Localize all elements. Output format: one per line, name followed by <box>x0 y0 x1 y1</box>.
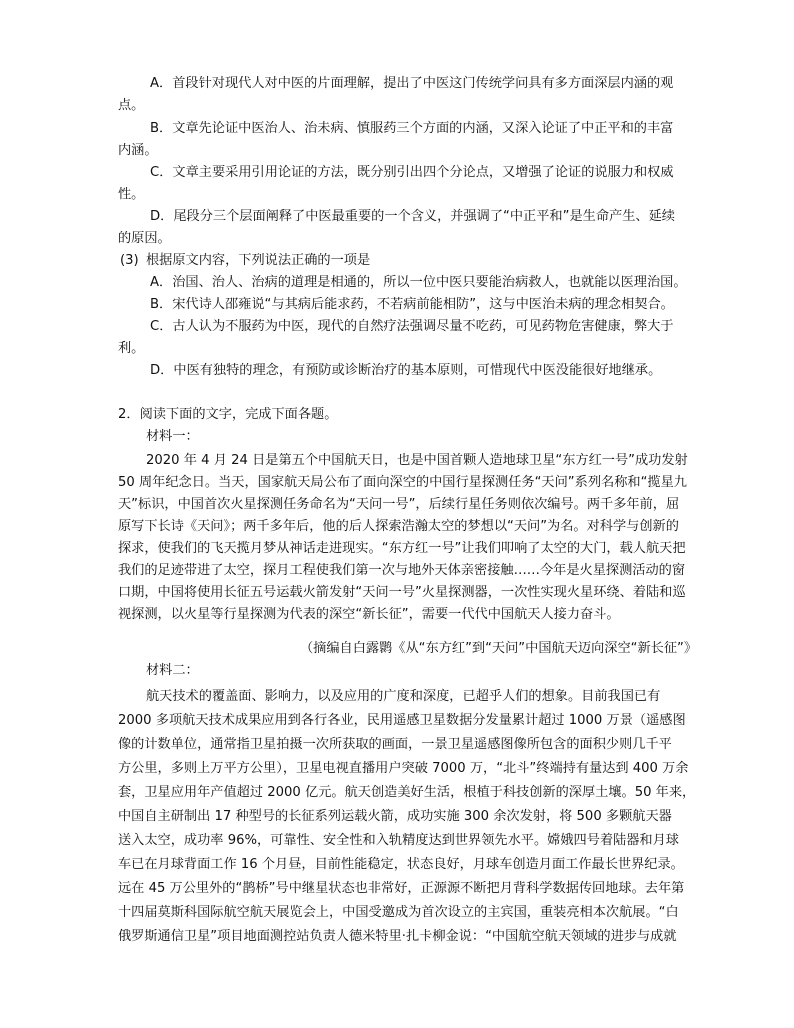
material2-line: 像的计数单位，通常指卫星拍摄一次所获取的画面，一景卫星遥感图像所包含的面积少则几千平 <box>118 737 672 752</box>
material2-line: 送入太空，成功率 96%，可靠性、安全性和入轨精度达到世界领先水平。嫦娥四号着陆器和月球 <box>118 833 679 848</box>
option-c-line2: 性。 <box>118 187 145 202</box>
material2-line: 航天技术的覆盖面、影响力，以及应用的广度和深度，已超乎人们的想象。目前我国已有 <box>146 689 661 704</box>
option-b-line2: 内涵。 <box>118 143 158 158</box>
material2-line: 十四届莫斯科国际航空航天展览会上，中国受邀成为首次设立的主宾国，重装亮相本次航展。“白 <box>118 905 679 920</box>
option-a-line1: A．首段针对现代人对中医的片面理解，提出了中医这门传统学问具有多方面深层内涵的观 <box>150 76 674 91</box>
q3-option-d: D．中医有独特的理念，有预防或诊断治疗的基本原则，可惜现代中医没能很好地继承。 <box>150 363 662 378</box>
material1-line: 原写下长诗《天问》；两千多年后，他的后人探索浩瀚太空的梦想以“天问”为名。对科学与创新的 <box>118 519 679 534</box>
material2-line: 中国自主研制出 17 种型号的长征系列运载火箭，成功实施 300 余次发射，将 500 多颗航天器 <box>118 809 672 824</box>
q3-option-c-line1: C．古人认为不服药为中医，现代的自然疗法强调尽量不吃药，可见药物危害健康，弊大于 <box>150 319 674 334</box>
material1-line: 探求，使我们的飞天揽月梦从神话走进现实。“东方红一号”让我们叩响了太空的大门，载人航天把 <box>118 541 686 556</box>
q3-option-a: A．治国、治人、治病的道理是相通的，所以一位中医只要能治病救人，也就能以医理治国。 <box>150 275 687 290</box>
material2-line: 远在 45 万公里外的“鹊桥”号中继星状态也非常好，正源源不断把月背科学数据传回地球。去年第 <box>118 881 685 896</box>
q3-option-c-line2: 利。 <box>118 341 145 356</box>
option-d-line2: 的原因。 <box>118 231 171 246</box>
option-c-line1: C．文章主要采用引用论证的方法，既分别引出四个分论点，又增强了论证的说服力和权威 <box>150 165 674 180</box>
material2-line: 俄罗斯通信卫星”项目地面测控站负责人德米特里·扎卡柳金说：“中国航空航天领域的进步与成就 <box>118 929 677 944</box>
q3-stem: 根据原文内容，下列说法正确的一项是 <box>146 253 371 268</box>
material1-line: 视探测，以火星等行星探测为代表的深空“新长征”，需要一代代中国航天人接力奋斗。 <box>118 607 620 622</box>
material1-source: （摘编自白露鹮《从“东方红”到“天问”中国航天迈向深空“新长征”》 <box>300 641 698 656</box>
option-b-line1: B．文章先论证中医治人、治未病、慎服药三个方面的内涵，又深入论证了中正平和的丰富 <box>150 121 674 136</box>
material2-label: 材料二： <box>146 663 199 678</box>
option-a-line2: 点。 <box>118 98 145 113</box>
material1-line: 我们的足迹带进了太空，探月工程使我们第一次与地外天体亲密接触……今年是火星探测活动的窗 <box>118 563 686 578</box>
option-d-line1: D．尾段分三个层面阐释了中医最重要的一个含义，并强调了“中正平和”是生命产生、延续 <box>150 209 675 224</box>
material1-line: 50 周年纪念日。当天，国家航天局公布了面向深空的中国行星探测任务“天问”系列名称和“揽星九 <box>118 475 687 490</box>
material2-line: 2000 多项航天技术成果应用到各行各业，民用遥感卫星数据分发量累计超过 1000 万景（遥感图 <box>118 713 686 728</box>
material1-line: 2020 年 4 月 24 日是第五个中国航天日，也是中国首颗人造地球卫星“东方红一号”成功发射 <box>146 453 688 468</box>
q3-option-b: B．宋代诗人邵雍说“与其病后能求药，不若病前能相防”，这与中医治未病的理念相契合。 <box>150 297 674 312</box>
material1-line: 口期，中国将使用长征五号运载火箭发射“天问一号”火星探测器，一次性实现火星环绕、着陆和巡 <box>118 585 686 600</box>
material2-line: 套，卫星应用年产值超过 2000 亿元。航天创造美好生活，根植于科技创新的深厚土壤。50 年来， <box>118 785 696 800</box>
material1-line: 天”标识，中国首次火星探测任务命名为“天问一号”，后续行星任务则依次编号。两千多年前，屈 <box>118 497 680 512</box>
material2-line: 车已在月球背面工作 16 个月昼，目前性能稳定，状态良好，月球车创造月面工作最长世界纪录。 <box>118 857 684 872</box>
material2-line: 方公里，多则上万平方公里），卫星电视直播用户突破 7000 万，“北斗”终端持有量达到 400 万余 <box>118 761 689 776</box>
section2-heading: 2．阅读下面的文字，完成下面各题。 <box>118 407 338 422</box>
q3-number: (3) <box>120 253 139 268</box>
material1-label: 材料一： <box>146 429 199 444</box>
